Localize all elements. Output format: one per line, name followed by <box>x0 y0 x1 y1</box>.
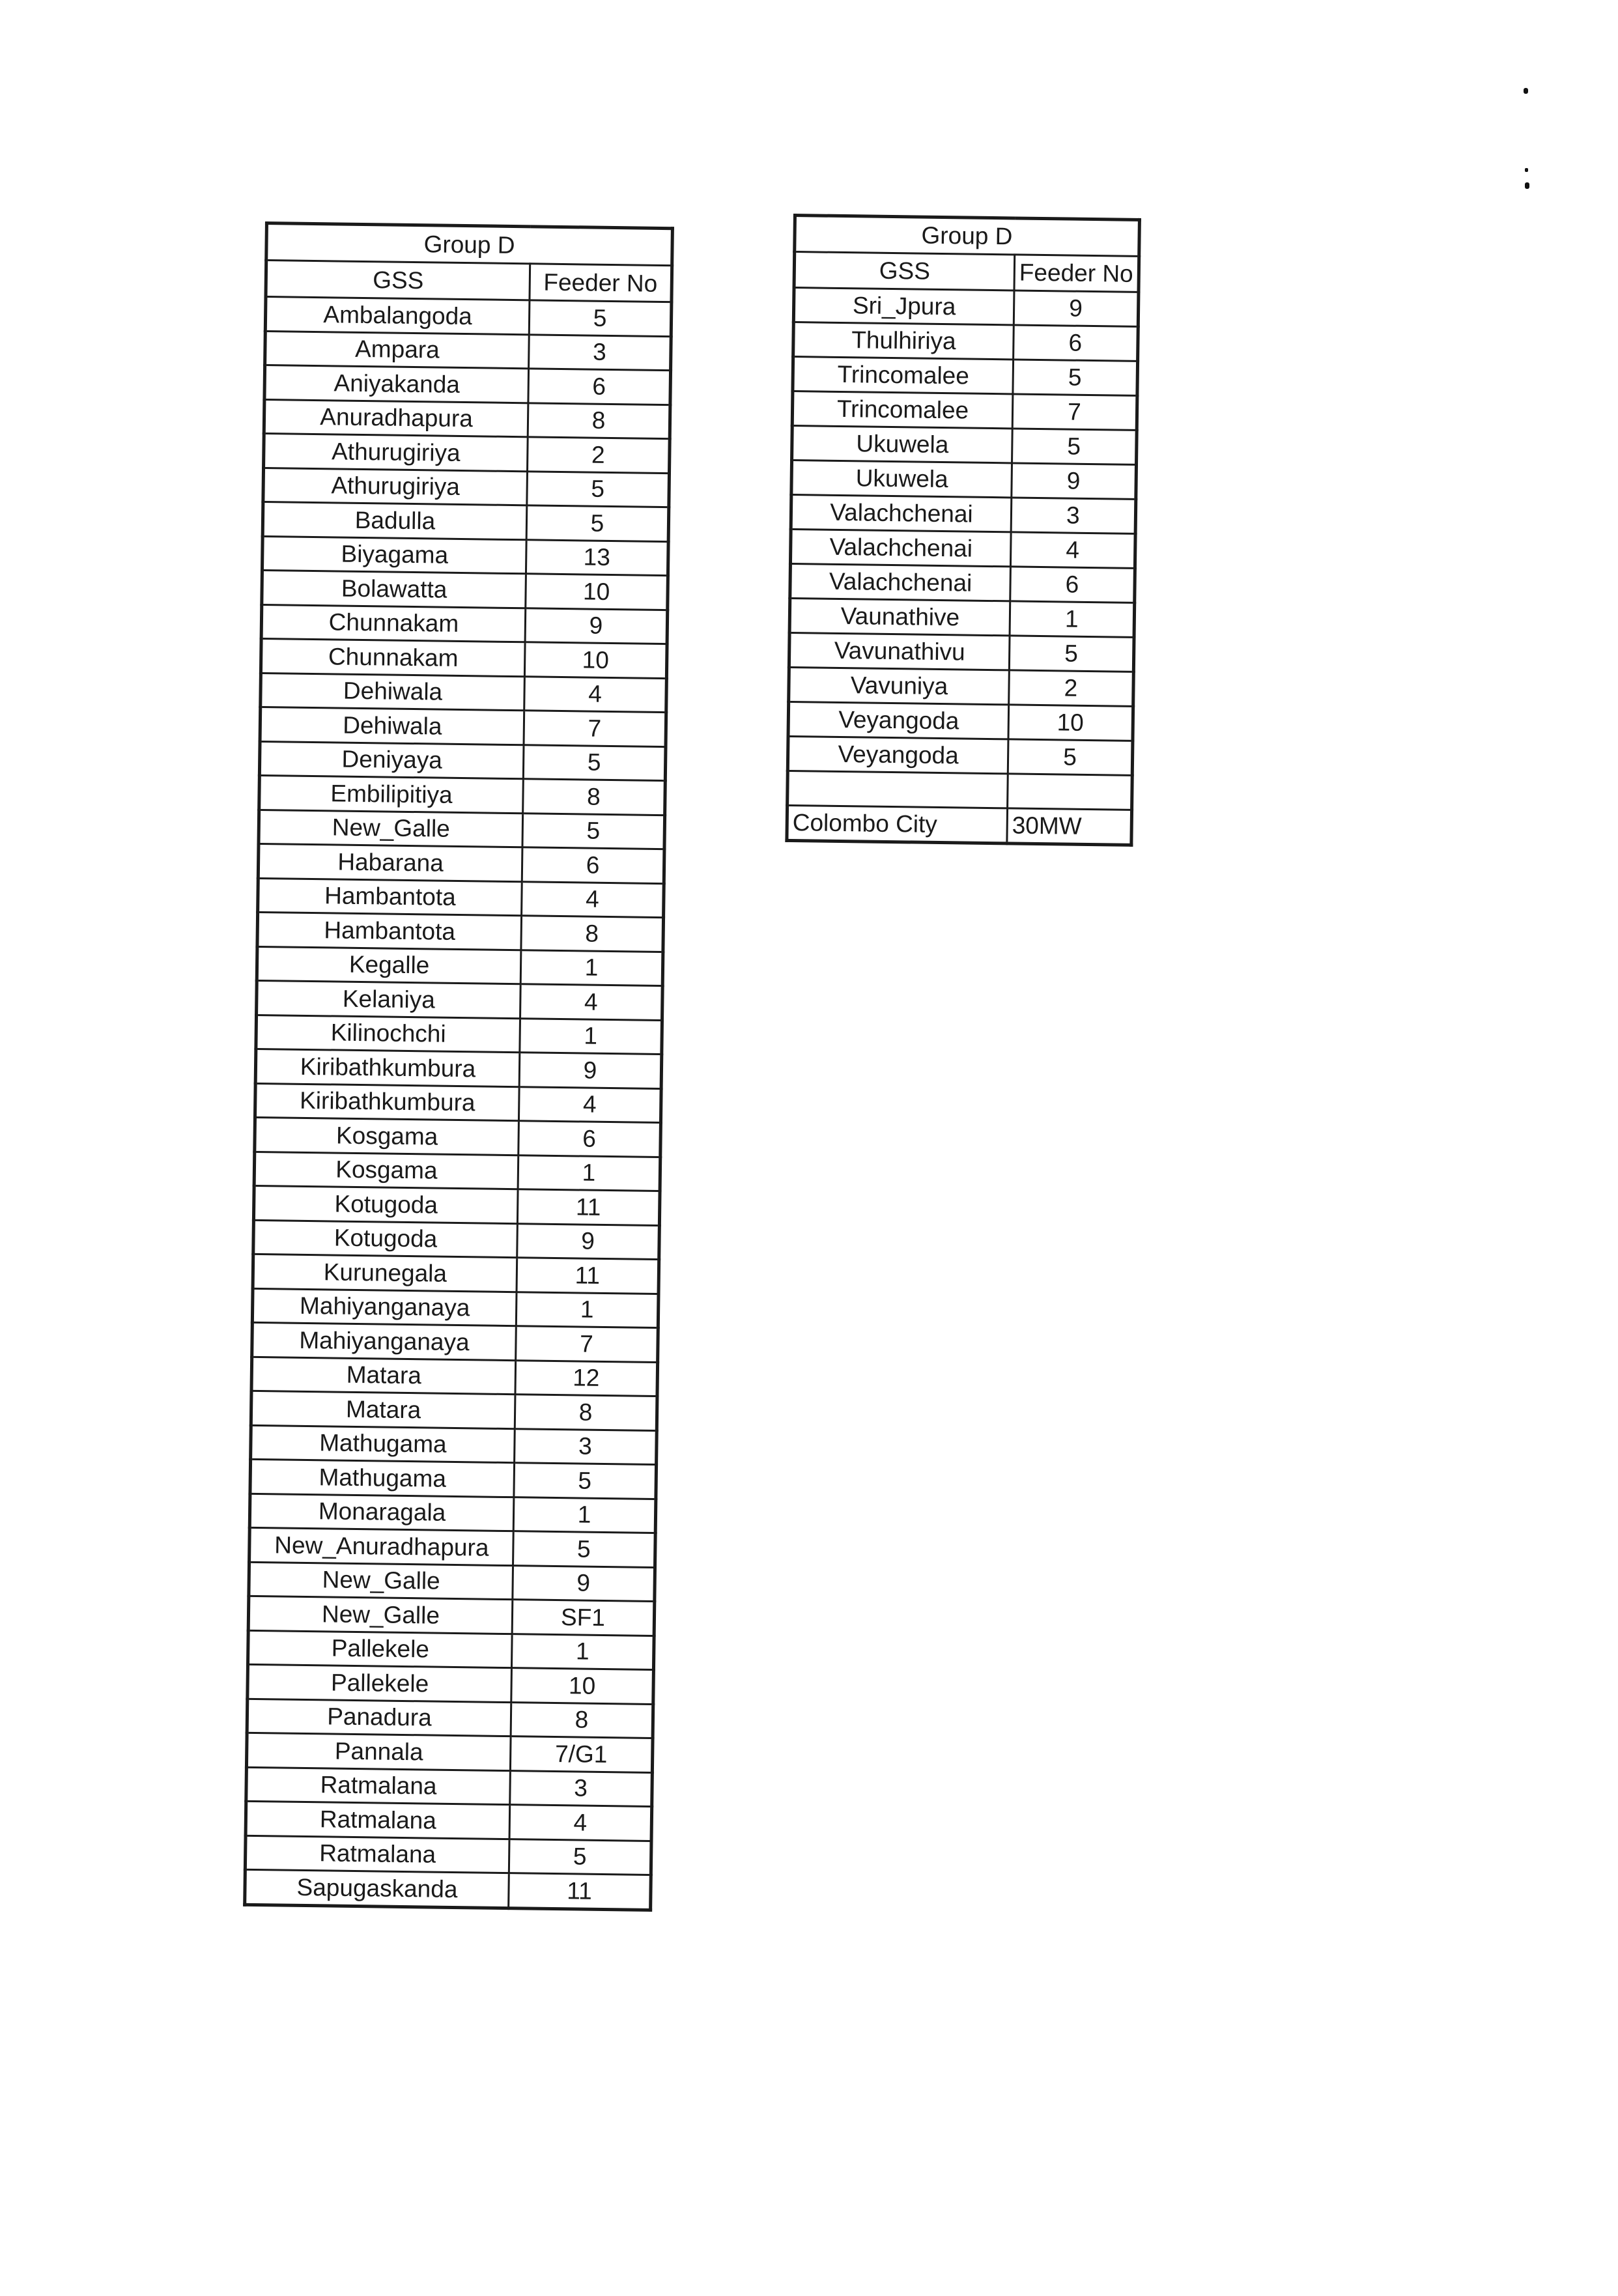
scan-speck <box>1525 182 1529 189</box>
feeder-no-cell: 2 <box>1009 670 1133 706</box>
gss-cell: Mathugama <box>251 1425 515 1463</box>
gss-cell: Vavuniya <box>789 667 1010 704</box>
feeder-no-cell: 3 <box>515 1428 657 1464</box>
feeder-no-cell: 8 <box>528 403 670 438</box>
group-d-table-left <box>243 221 674 1911</box>
feeder-no-cell: 5 <box>522 813 665 849</box>
feeder-no-cell: 1 <box>511 1634 654 1669</box>
feeder-no-cell: 6 <box>522 847 664 883</box>
table-row <box>793 322 1138 361</box>
feeder-no-cell: 3 <box>510 1770 653 1806</box>
table-row <box>793 288 1138 327</box>
gss-cell: New_Anuradhapura <box>249 1527 514 1565</box>
gss-cell: Kotugoda <box>253 1185 518 1223</box>
table-row <box>248 1630 654 1670</box>
table-row <box>265 331 672 371</box>
feeder-no-cell: 6 <box>518 1121 661 1157</box>
table-row <box>248 1596 655 1636</box>
gss-cell: Kosgama <box>254 1152 518 1189</box>
feeder-no-cell: 3 <box>529 334 672 370</box>
table-row <box>261 673 667 713</box>
table-row <box>264 434 670 474</box>
feeder-no-cell: 5 <box>514 1463 657 1499</box>
gss-cell: Sapugaskanda <box>245 1869 509 1908</box>
table-row <box>788 736 1132 775</box>
gss-cell: Kosgama <box>255 1117 519 1155</box>
table-row <box>265 297 672 337</box>
table-row <box>259 810 665 849</box>
table-row <box>249 1527 656 1567</box>
feeder-no-cell <box>1008 774 1132 810</box>
table-row <box>252 1288 659 1328</box>
column-header-gss: GSS <box>266 261 530 300</box>
gss-cell: Panadura <box>247 1699 511 1736</box>
feeder-no-cell: 4 <box>520 984 663 1020</box>
gss-cell: Biyagama <box>262 536 526 574</box>
feeder-no-cell: 1 <box>1010 601 1134 637</box>
gss-cell: Veyangoda <box>788 702 1009 739</box>
gss-cell: Chunnakam <box>261 604 526 642</box>
gss-cell: Ratmalana <box>246 1801 510 1839</box>
table-row <box>790 529 1135 568</box>
gss-cell: Pallekele <box>248 1664 512 1702</box>
feeder-no-cell: 8 <box>511 1702 653 1738</box>
gss-cell: Hambantota <box>257 912 522 950</box>
table-row <box>257 912 664 952</box>
gss-cell: Sri_Jpura <box>793 288 1014 325</box>
feeder-no-cell: SF1 <box>512 1600 655 1636</box>
gss-cell: Kilinochchi <box>256 1015 520 1053</box>
feeder-no-cell: 11 <box>517 1258 659 1294</box>
feeder-no-cell: 30MW <box>1007 808 1132 845</box>
gss-cell: Pallekele <box>248 1630 512 1668</box>
feeder-no-cell: 1 <box>516 1292 659 1327</box>
table-row <box>792 426 1137 465</box>
table-row <box>262 536 668 576</box>
table-row <box>258 878 664 918</box>
table-row <box>245 1835 651 1875</box>
gss-cell: Hambantota <box>258 878 522 916</box>
feeder-no-cell: 9 <box>519 1053 662 1088</box>
gss-cell: Athurugiriya <box>263 468 528 505</box>
feeder-no-cell: 5 <box>526 505 669 541</box>
feeder-no-cell: 5 <box>529 300 672 336</box>
feeder-no-cell: 5 <box>1009 636 1133 672</box>
gss-cell: Ratmalana <box>246 1767 511 1805</box>
scan-speck <box>1524 88 1528 94</box>
feeder-no-cell: 5 <box>1012 429 1137 464</box>
table-row <box>790 563 1135 602</box>
table-row <box>245 1869 651 1910</box>
table-row <box>262 570 668 610</box>
table-row <box>255 1083 661 1123</box>
gss-cell: Chunnakam <box>261 638 525 676</box>
gss-cell: Monaragala <box>249 1494 514 1531</box>
gss-cell: Kotugoda <box>253 1220 518 1258</box>
feeder-no-cell: 5 <box>523 744 666 780</box>
gss-cell: Trincomalee <box>792 391 1013 429</box>
table-row <box>793 357 1137 396</box>
gss-cell: Athurugiriya <box>264 434 528 472</box>
gss-cell: Deniyaya <box>259 741 524 779</box>
table-row <box>252 1322 659 1362</box>
gss-cell: Ukuwela <box>792 426 1013 463</box>
feeder-no-cell: 7 <box>524 711 666 746</box>
feeder-no-cell: 1 <box>520 1018 662 1054</box>
feeder-no-cell: 10 <box>524 642 667 678</box>
feeder-no-cell: 10 <box>526 574 668 610</box>
feeder-no-cell: 10 <box>1008 705 1133 741</box>
feeder-no-cell: 4 <box>524 676 667 712</box>
table-row <box>248 1664 654 1704</box>
feeder-no-cell: 6 <box>1014 325 1138 361</box>
gss-cell: Mathugama <box>250 1459 515 1497</box>
gss-cell: Ukuwela <box>791 461 1012 498</box>
gss-cell <box>788 771 1008 808</box>
feeder-no-cell: 5 <box>1013 360 1137 395</box>
gss-cell: Ratmalana <box>245 1835 509 1873</box>
column-header-gss: GSS <box>794 252 1015 291</box>
table-row <box>246 1733 653 1772</box>
feeder-no-cell: 5 <box>527 471 670 507</box>
table-row <box>259 775 666 815</box>
table-row <box>263 502 669 541</box>
gss-cell: Aniyakanda <box>264 365 529 403</box>
feeder-no-cell: 9 <box>517 1223 660 1259</box>
gss-cell: Embilipitiya <box>259 775 524 813</box>
feeder-no-cell: 8 <box>521 916 664 952</box>
gss-cell: Pannala <box>246 1733 511 1770</box>
gss-cell: Valachchenai <box>790 529 1011 566</box>
feeder-no-cell: 1 <box>520 950 663 985</box>
table-row <box>788 771 1132 810</box>
gss-cell: Vavunathivu <box>789 632 1010 670</box>
feeder-no-cell: 13 <box>526 539 668 575</box>
feeder-no-cell: 12 <box>515 1360 658 1396</box>
gss-cell: Thulhiriya <box>793 322 1014 360</box>
feeder-no-cell: 10 <box>511 1668 654 1704</box>
feeder-no-cell: 6 <box>1010 567 1135 602</box>
table-row <box>251 1391 657 1430</box>
feeder-no-cell: 3 <box>1011 498 1135 533</box>
table-row <box>789 598 1134 637</box>
gss-cell: New_Galle <box>249 1562 513 1600</box>
feeder-no-cell: 5 <box>1008 739 1132 775</box>
table-title: Group D <box>795 216 1140 257</box>
scan-speck <box>1525 168 1528 172</box>
table-row <box>249 1562 655 1602</box>
gss-cell: New_Galle <box>259 810 523 847</box>
table-row <box>257 980 663 1020</box>
feeder-no-cell: 8 <box>523 779 666 815</box>
table-row <box>246 1767 653 1807</box>
table-row <box>789 667 1133 706</box>
table-row <box>791 494 1135 533</box>
table-row <box>258 843 664 883</box>
gss-cell: Trincomalee <box>793 357 1014 394</box>
table-row <box>263 468 670 507</box>
gss-cell: Vaunathive <box>789 598 1010 635</box>
gss-cell: Kurunegala <box>253 1254 517 1292</box>
table-row <box>253 1254 659 1294</box>
table-row-total <box>787 805 1131 845</box>
feeder-no-cell: 6 <box>528 369 671 404</box>
feeder-no-cell: 8 <box>515 1395 657 1430</box>
table-row <box>249 1494 656 1533</box>
table-row <box>264 365 671 405</box>
table-row <box>261 638 667 678</box>
gss-cell: Ampara <box>265 331 530 369</box>
table-row <box>261 604 668 644</box>
feeder-no-cell: 9 <box>1014 291 1138 326</box>
table-row <box>247 1699 653 1738</box>
table-row <box>253 1220 660 1260</box>
feeder-no-cell: 1 <box>513 1497 656 1533</box>
table-row <box>792 391 1137 431</box>
table-row <box>246 1801 652 1841</box>
gss-cell: Kiribathkumbura <box>255 1083 519 1121</box>
table-row <box>789 632 1133 672</box>
table-row <box>250 1459 657 1499</box>
feeder-no-cell: 11 <box>509 1873 651 1910</box>
feeder-no-cell: 5 <box>513 1531 656 1567</box>
table-title: Group D <box>266 223 673 266</box>
gss-cell: Kiribathkumbura <box>255 1049 520 1086</box>
column-header-feeder-no: Feeder No <box>1014 255 1139 292</box>
feeder-no-cell: 11 <box>517 1189 660 1225</box>
feeder-no-cell: 9 <box>513 1565 655 1601</box>
gss-cell: Kegalle <box>257 946 521 984</box>
column-header-feeder-no: Feeder No <box>530 264 672 302</box>
table-row <box>251 1357 658 1396</box>
table-row <box>253 1185 660 1225</box>
gss-cell: Ambalangoda <box>265 297 530 335</box>
feeder-no-cell: 4 <box>1010 532 1135 568</box>
gss-cell: Kelaniya <box>257 980 521 1018</box>
table-row <box>260 707 666 746</box>
table-row <box>791 461 1136 500</box>
table-row <box>251 1425 657 1465</box>
feeder-no-cell: 4 <box>518 1086 661 1122</box>
gss-cell: Dehiwala <box>261 673 525 711</box>
gss-cell: Mahiyanganaya <box>252 1322 517 1360</box>
gss-cell: New_Galle <box>248 1596 513 1634</box>
gss-cell: Badulla <box>263 502 527 539</box>
feeder-no-cell: 9 <box>525 608 668 644</box>
group-d-table-right <box>785 214 1141 847</box>
gss-cell: Valachchenai <box>790 563 1011 601</box>
table-row <box>257 946 663 986</box>
table-row <box>256 1015 662 1055</box>
feeder-no-cell: 7 <box>516 1326 659 1362</box>
gss-cell: Valachchenai <box>791 494 1012 531</box>
table-row <box>788 702 1133 741</box>
feeder-no-cell: 7 <box>1012 394 1137 430</box>
gss-cell: Anuradhapura <box>264 399 528 437</box>
gss-cell: Veyangoda <box>788 736 1008 773</box>
feeder-no-cell: 4 <box>509 1805 652 1841</box>
feeder-no-cell: 7/G1 <box>510 1736 653 1772</box>
table-row <box>259 741 666 781</box>
feeder-no-cell: 5 <box>509 1839 651 1875</box>
table-row <box>254 1152 660 1191</box>
table-row <box>255 1049 662 1088</box>
gss-cell: Colombo City <box>787 805 1008 843</box>
feeder-no-cell: 1 <box>518 1155 660 1191</box>
feeder-no-cell: 2 <box>528 437 670 473</box>
gss-cell: Bolawatta <box>262 570 526 608</box>
table-row <box>264 399 670 439</box>
gss-cell: Habarana <box>258 843 522 881</box>
table-row <box>255 1117 661 1157</box>
feeder-no-cell: 9 <box>1012 463 1136 499</box>
gss-cell: Matara <box>251 1391 515 1428</box>
gss-cell: Matara <box>251 1357 516 1395</box>
gss-cell: Dehiwala <box>260 707 524 744</box>
feeder-no-cell: 4 <box>522 881 664 917</box>
gss-cell: Mahiyanganaya <box>252 1288 517 1326</box>
